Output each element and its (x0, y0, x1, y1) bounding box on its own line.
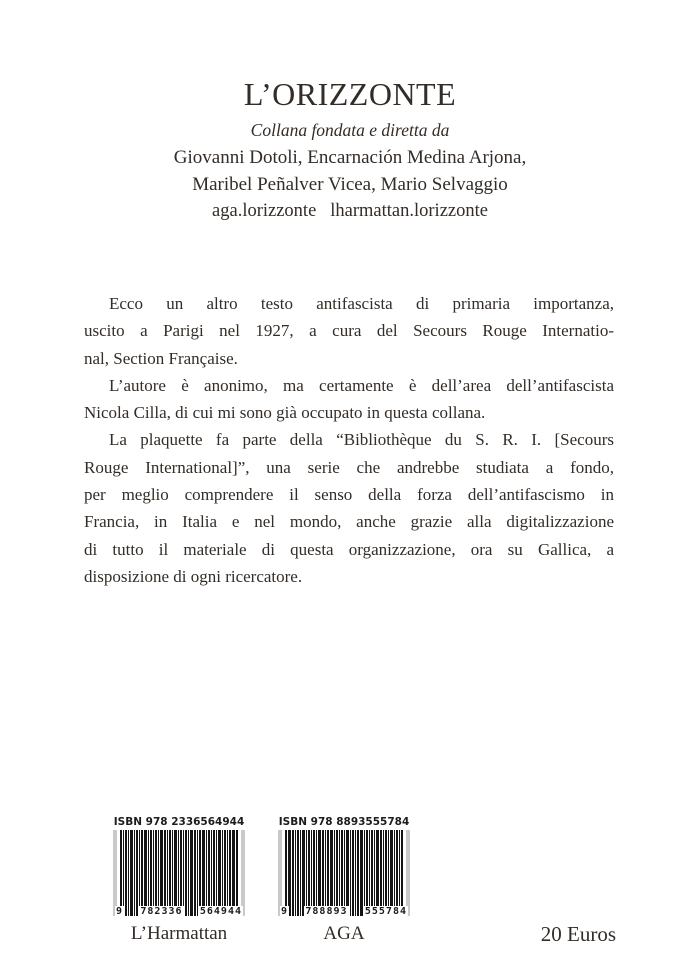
blurb-line: Rouge International]”, una serie che andrebbe studiata a fondo, (84, 457, 614, 477)
barcode-image (278, 830, 410, 916)
barcode-digit-group: 564944 (199, 906, 242, 917)
price-label: 20 Euros (540, 922, 616, 946)
blurb-line: Francia, in Italia e nel mondo, anche grazie alla digitalizzazione (84, 512, 614, 532)
blurb-line: di tutto il materiale di questa organizzazione, ora su Gallica, a (84, 539, 614, 559)
barcode-lharmattan (113, 816, 245, 945)
back-cover-blurb (84, 290, 614, 590)
barcode-aga (278, 816, 410, 945)
series-websites (0, 201, 700, 222)
series-editors (0, 145, 700, 198)
publisher-name-aga: AGA (323, 923, 365, 944)
series-subtitle: Collana fondata e diretta da (250, 120, 450, 140)
series-title: L’ORIZZONTE (243, 76, 457, 112)
blurb-line: uscito a Parigi nel 1927, a cura del Secours Rouge Internatio- (84, 321, 614, 341)
blurb-line: disposizione di ogni ricercatore. (84, 566, 303, 586)
website-lharmattan-lorizzonte: lharmattan.lorizzonte (330, 201, 488, 221)
barcode-image (113, 830, 245, 916)
isbn-label: ISBN 978 2336564944 (113, 816, 245, 828)
barcode-digit-group: 9 (281, 906, 289, 917)
barcode-digit-group: 9 (116, 906, 124, 917)
publisher-name-lharmattan: L’Harmattan (130, 923, 228, 944)
barcode-digit-group: 788893 (305, 906, 348, 917)
isbn-label: ISBN 978 8893555784 (278, 816, 410, 828)
blurb-line: nal, Section Française. (84, 348, 238, 368)
blurb-line: per meglio comprendere il senso della forza dell’antifascismo in (84, 485, 614, 505)
website-aga-lorizzonte: aga.lorizzonte (212, 201, 317, 221)
editors-line-2: Maribel Peñalver Vicea, Mario Selvaggio (192, 173, 508, 195)
blurb-line: La plaquette fa parte della “Bibliothèque du S. R. I. [Secours (109, 430, 614, 450)
barcode-digit-group: 782336 (140, 906, 183, 917)
blurb-line: Ecco un altro testo antifascista di primaria importanza, (109, 294, 614, 313)
barcode-digits (115, 906, 243, 918)
editors-line-1: Giovanni Dotoli, Encarnación Medina Arjona, (173, 147, 527, 168)
barcode-digits (280, 906, 408, 918)
blurb-line: Nicola Cilla, di cui mi sono già occupato in questa collana. (84, 403, 486, 423)
blurb-line: L’autore è anonimo, ma certamente è dell’area dell’antifascista (109, 375, 614, 395)
barcode-digit-group: 555784 (364, 906, 407, 917)
